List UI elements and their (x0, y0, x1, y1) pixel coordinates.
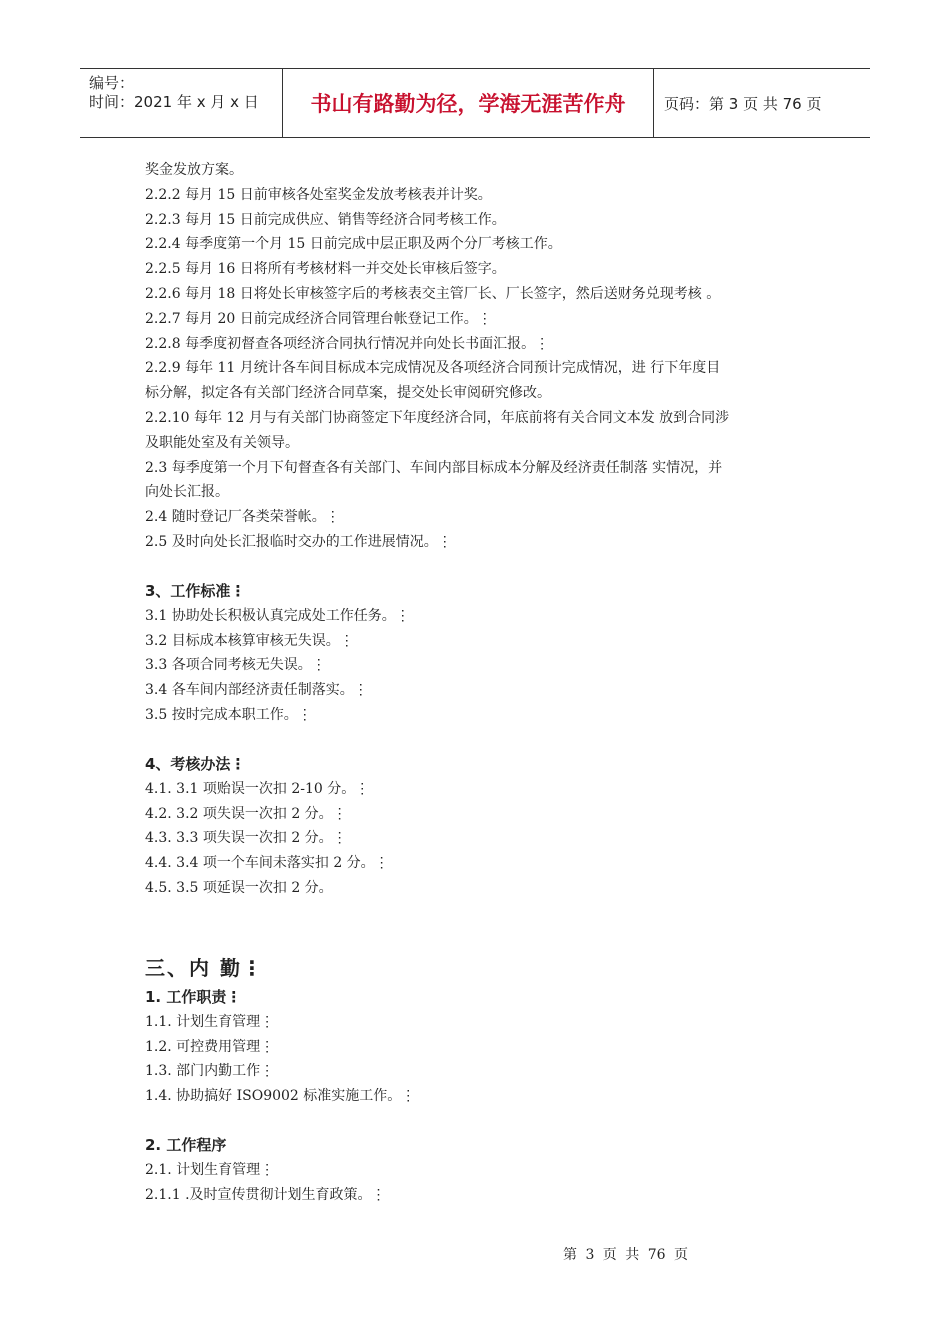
section-2-lines (145, 158, 810, 555)
section-3-heading: 3、工作标准⋮ (145, 581, 246, 600)
text-line: 2.2.6 每月 18 日将处长审核签字后的考核表交主管厂长、厂长签字，然后送财务兑现考核 。 (145, 285, 721, 302)
text-line: 向处长汇报。 (145, 484, 229, 501)
text-line: 1.3. 部门内勤工作⋮ (145, 1063, 275, 1080)
procedure-heading: 2. 工作程序 (145, 1135, 227, 1154)
text-line: 4.5. 3.5 项延误一次扣 2 分。 (145, 879, 333, 896)
page-footer: 第 3 页 共 76 页 (563, 1247, 688, 1263)
spacer (145, 555, 810, 579)
text-line: 及职能处室及有关领导。 (145, 434, 299, 451)
text-line: 4.3. 3.3 项失误一次扣 2 分。⋮ (145, 830, 347, 847)
text-line: 2.2.3 每月 15 日前完成供应、销售等经济合同考核工作。 (145, 211, 506, 228)
text-line: 1.4. 协助搞好 ISO9002 标准实施工作。⋮ (145, 1088, 416, 1105)
page-header (80, 68, 870, 138)
header-meta-cell (80, 69, 283, 137)
text-line: 2.2.4 每季度第一个月 15 日前完成中层正职及两个分厂考核工作。 (145, 236, 562, 253)
text-line: 3.4 各车间内部经济责任制落实。⋮ (145, 682, 368, 699)
chapter-heading: 三、内 勤⋮ (145, 955, 264, 980)
text-line: 1.1. 计划生育管理⋮ (145, 1013, 275, 1030)
text-line: 2.2.9 每年 11 月统计各车间目标成本完成情况及各项经济合同预计完成情况，进 行下年度目 (145, 360, 721, 377)
duties-heading: 1. 工作职责⋮ (145, 987, 242, 1006)
section-4-heading: 4、考核办法⋮ (145, 754, 246, 773)
text-line: 3.1 协助处长积极认真完成处工作任务。⋮ (145, 607, 410, 624)
text-line: 4.2. 3.2 项失误一次扣 2 分。⋮ (145, 805, 347, 822)
header-motto: 书山有路勤为径，学海无涯苦作舟 (283, 69, 654, 137)
text-line: 3.2 目标成本核算审核无失误。⋮ (145, 632, 354, 649)
document-body (145, 158, 810, 1208)
text-line: 2.2.7 每月 20 日前完成经济合同管理台帐登记工作。⋮ (145, 310, 492, 327)
text-line: 4.1. 3.1 项贻误一次扣 2-10 分。⋮ (145, 780, 370, 797)
text-line: 2.3 每季度第一个月下旬督查各有关部门、车间内部目标成本分解及经济责任制落 实情况，并 (145, 459, 723, 476)
header-page-info: 页码：第 3 页 共 76 页 (664, 94, 822, 113)
number-label: 编号： (89, 74, 135, 92)
text-line: 2.2.5 每月 16 日将所有考核材料一并交处长审核后签字。 (145, 261, 506, 278)
spacer (145, 901, 810, 949)
text-line: 2.2.2 每月 15 日前审核各处室奖金发放考核表并计奖。 (145, 186, 492, 203)
text-line: 2.2.8 每季度初督查各项经济合同执行情况并向处长书面汇报。⋮ (145, 335, 550, 352)
text-line: 2.5 及时向处长汇报临时交办的工作进展情况。⋮ (145, 533, 452, 550)
spacer (145, 728, 810, 752)
text-line: 标分解，拟定各有关部门经济合同草案，提交处长审阅研究修改。 (145, 385, 551, 402)
text-line: 3.3 各项合同考核无失误。⋮ (145, 657, 326, 674)
time-label: 时间：2021 年 x 月 x 日 (89, 93, 259, 111)
text-line: 奖金发放方案。 (145, 162, 243, 178)
text-line: 2.2.10 每年 12 月与有关部门协商签定下年度经济合同，年底前将有关合同文本发 放到合同涉 (145, 409, 730, 426)
text-line: 3.5 按时完成本职工作。⋮ (145, 706, 312, 723)
text-line: 2.4 随时登记厂各类荣誉帐。⋮ (145, 509, 340, 526)
text-line: 2.1.1 .及时宣传贯彻计划生育政策。⋮ (145, 1186, 386, 1203)
spacer (145, 1109, 810, 1133)
text-line: 1.2. 可控费用管理⋮ (145, 1038, 275, 1055)
text-line: 2.1. 计划生育管理⋮ (145, 1161, 275, 1178)
text-line: 4.4. 3.4 项一个车间未落实扣 2 分。⋮ (145, 855, 389, 872)
